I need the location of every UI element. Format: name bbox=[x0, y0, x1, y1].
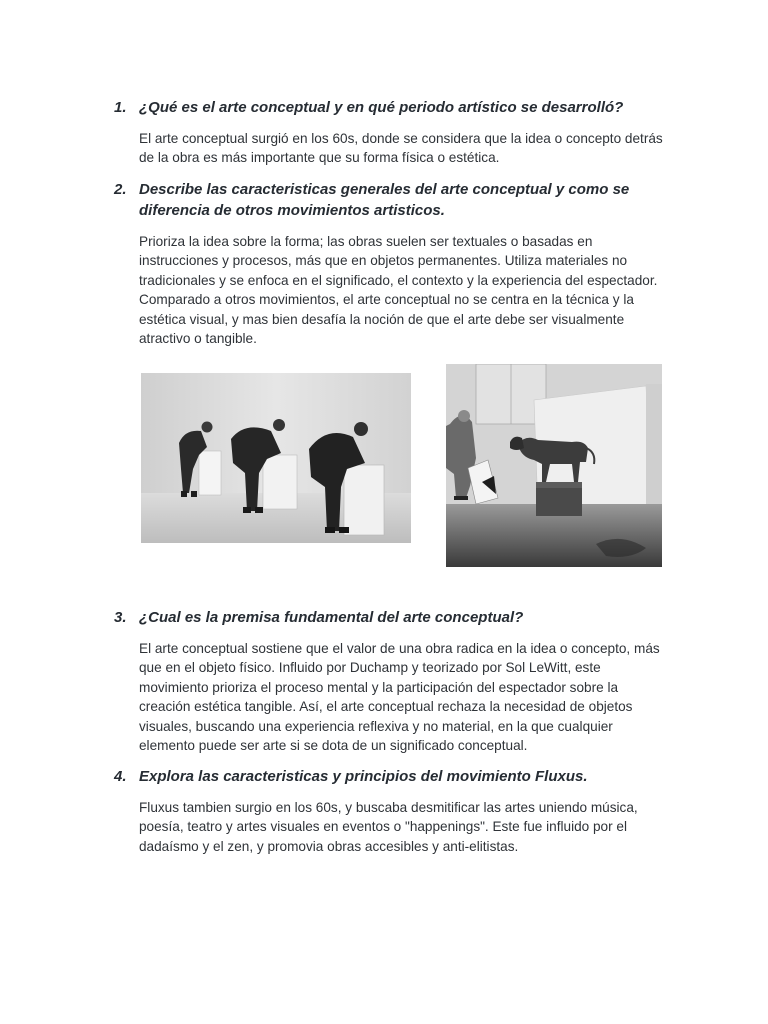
answer-1: El arte conceptual surgió en los 60s, donde se considera que la idea o concepto detrás de la obra es más importante que su forma física o estética. bbox=[139, 131, 663, 166]
dog-on-box-with-person-photo bbox=[446, 364, 662, 567]
question-3 bbox=[114, 607, 654, 628]
answer-2: Prioriza la idea sobre la forma; las obras suelen ser textuales o basadas en instrucciones y procesos, más que en objetos permanentes. Utiliza materiales no tradicionales y se enfoca en el significado, el contexto y la experiencia del espectador. Comparado a otros movimientos, el arte conceptual no se centra en la técnica y la estética visual, y mas bien desafía la noción de que el arte debe ser visualmente atractivo o tangible. bbox=[139, 234, 658, 347]
photo-graphic bbox=[141, 373, 411, 543]
question-text: Explora las caracteristicas y principios del movimiento Fluxus. bbox=[139, 768, 588, 785]
photo-graphic bbox=[446, 364, 662, 567]
question-text: Describe las caracteristicas generales del arte conceptual y como se diferencia de otros movimientos artisticos. bbox=[139, 181, 630, 219]
question-number: 4. bbox=[114, 768, 127, 785]
question-number: 3. bbox=[114, 609, 127, 626]
question-number: 1. bbox=[114, 99, 127, 116]
three-men-writing-on-pedestals-photo bbox=[141, 373, 411, 543]
question-1 bbox=[114, 97, 654, 118]
question-text: ¿Cual es la premisa fundamental del arte conceptual? bbox=[139, 609, 524, 626]
answer-3: El arte conceptual sostiene que el valor de una obra radica en la idea o concepto, más que en el objeto físico. Influido por Duchamp y teorizado por Sol LeWitt, este movimiento prioriza el proceso mental y la participación del espectador sobre la creación estética tangible. Así, el arte conceptual rechaza la necesidad de objetos visuales, buscando una experiencia reflexiva y no material, en la que cualquier elemento puede ser arte si se dota de un significado conceptual. bbox=[139, 641, 660, 754]
answer-4: Fluxus tambien surgio en los 60s, y buscaba desmitificar las artes uniendo música, poesía, teatro y artes visuales en eventos o "happenings". Este fue influido por el dadaísmo y el zen, y promovia obras accesibles y anti-elitistas. bbox=[139, 800, 638, 854]
question-2 bbox=[114, 179, 654, 221]
question-text: ¿Qué es el arte conceptual y en qué periodo artístico se desarrolló? bbox=[139, 99, 624, 116]
question-4 bbox=[114, 766, 654, 787]
question-number: 2. bbox=[114, 181, 127, 198]
